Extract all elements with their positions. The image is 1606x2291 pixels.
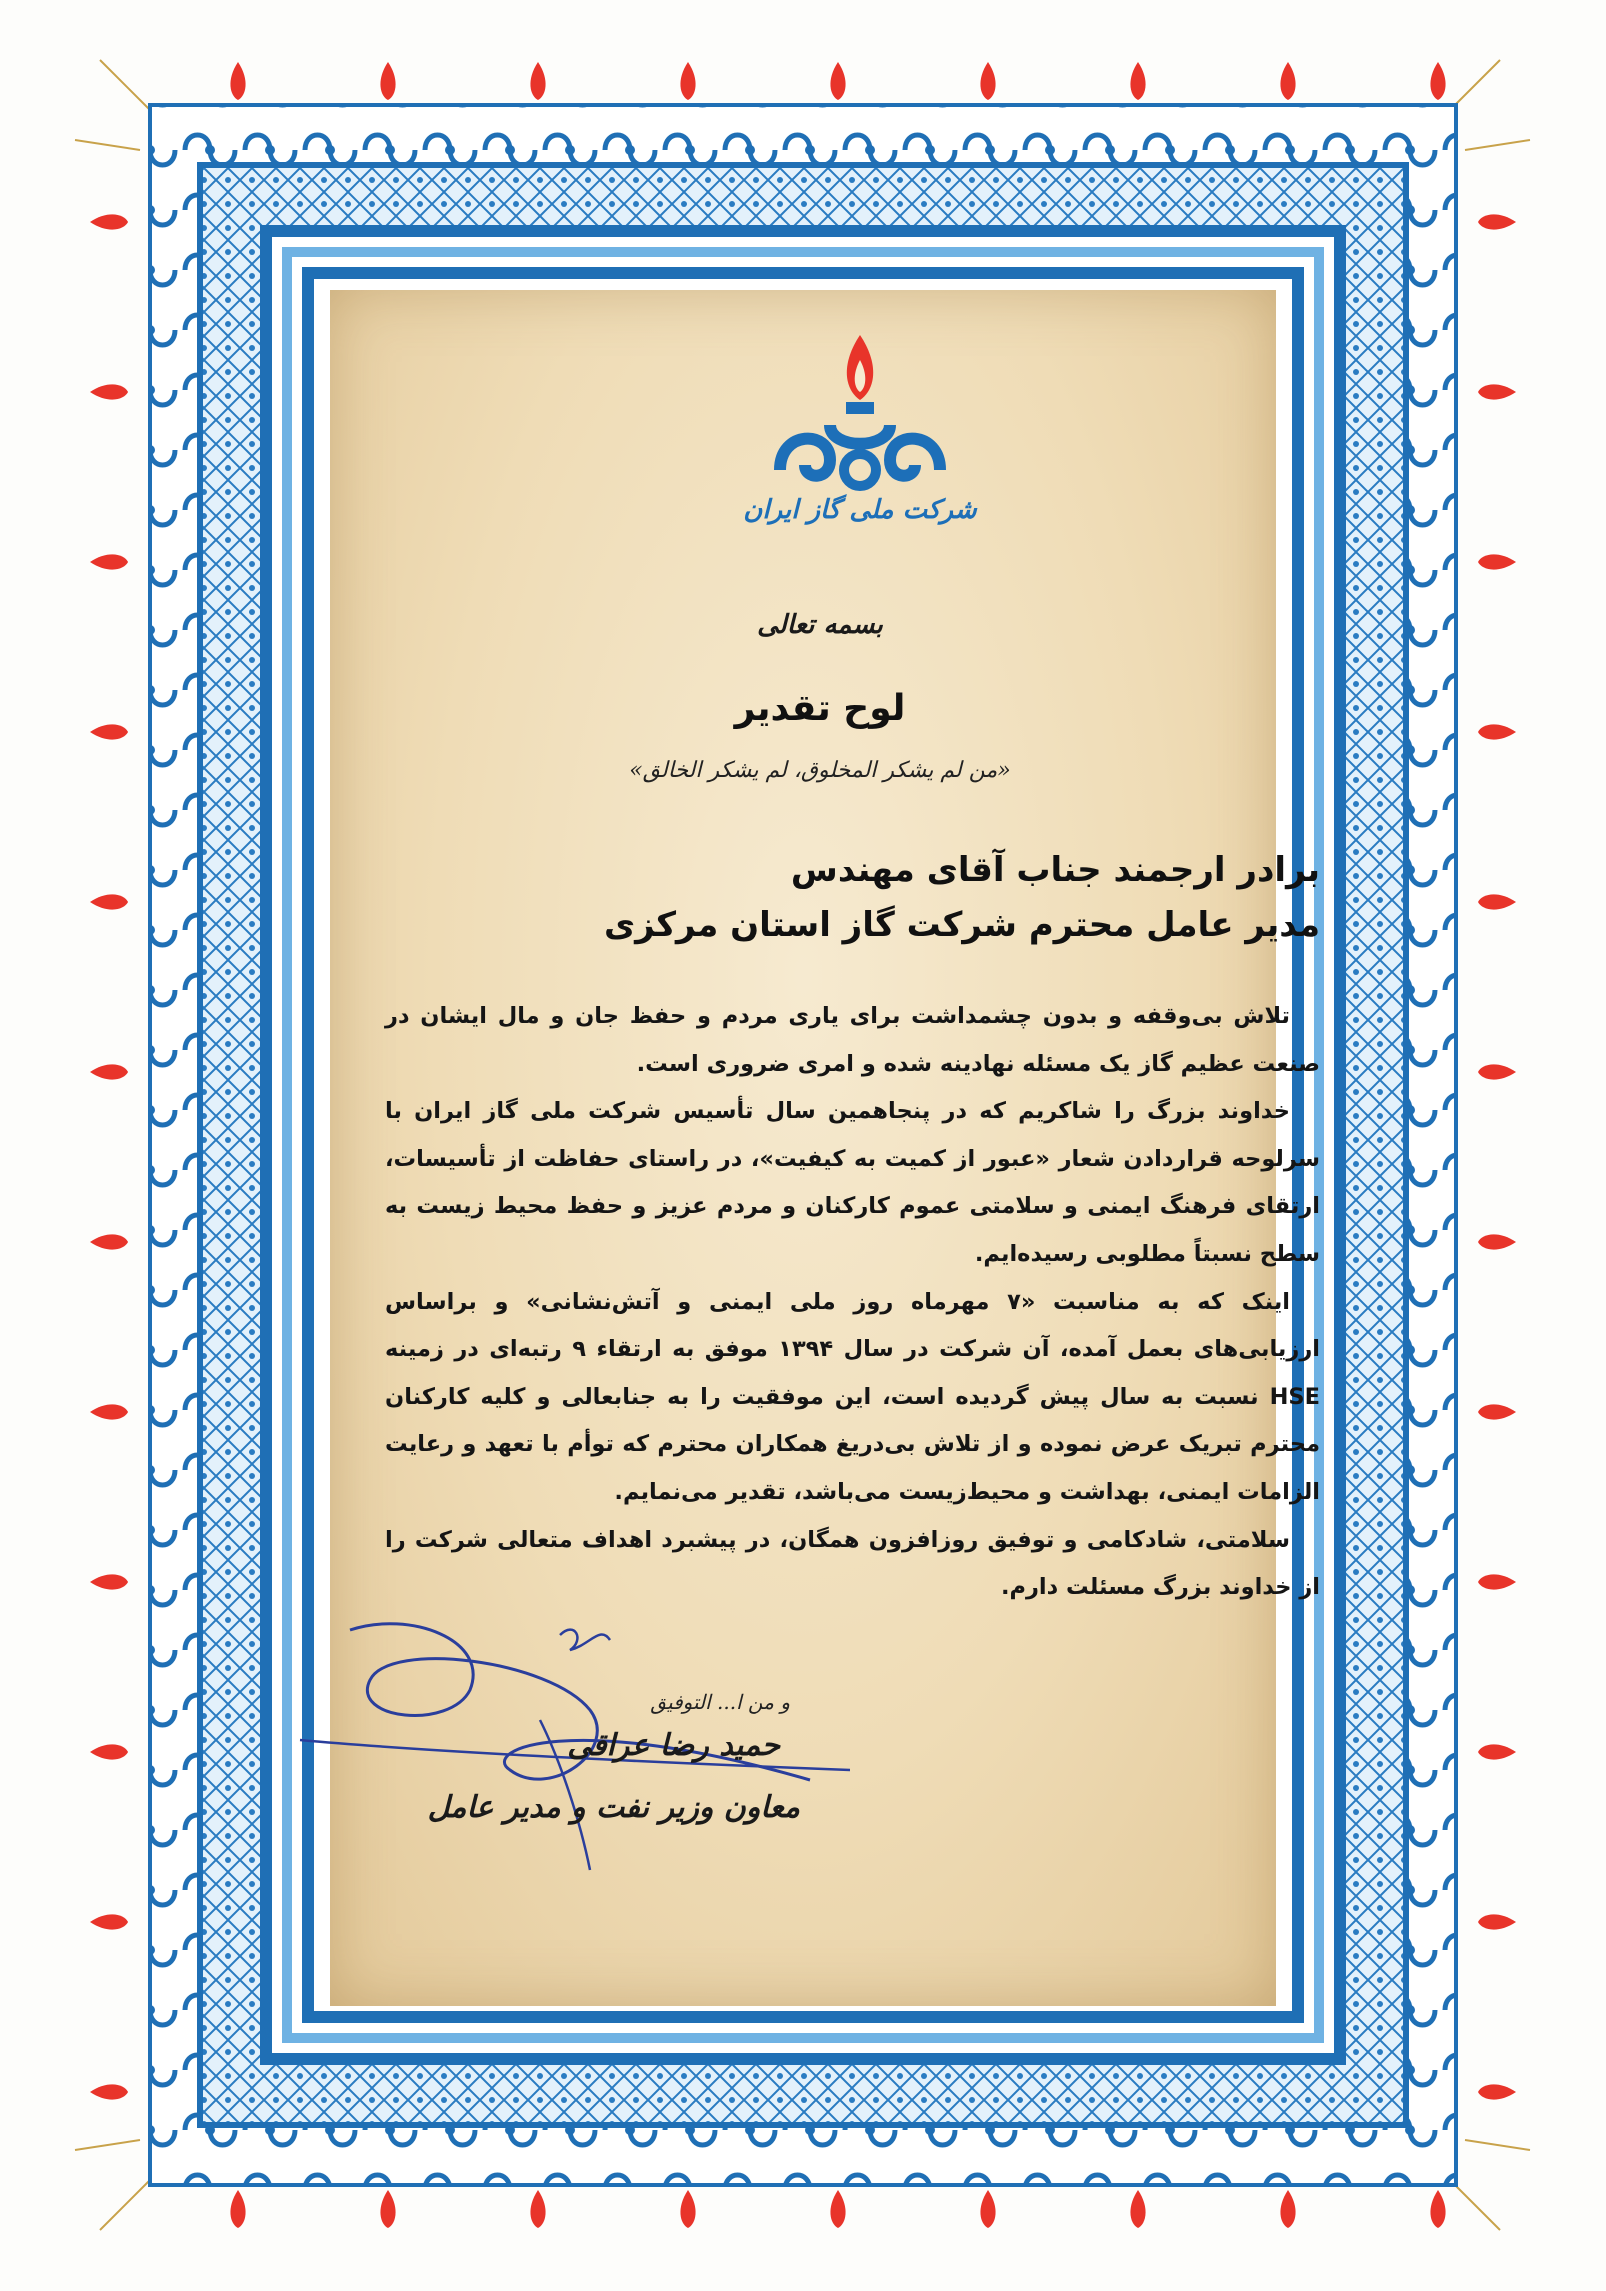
paragraph-4: سلامتی، شادکامی و توفیق روزافزون همگان، در پیشبرد اهداف متعالی شرکت را از خداوند بزرگ مسئلت دارم. <box>385 1526 1320 1601</box>
signatory-title: معاون وزیر نفت و مدیر عامل <box>427 1790 800 1825</box>
flame-ornaments-bottom <box>230 2190 1445 2228</box>
signatory-name: حمید رضا عراقی <box>567 1728 780 1763</box>
paragraph-2: خداوند بزرگ را شاکریم که در پنجاهمین سال تأسیس شرکت ملی گاز ایران با سرلوحه قراردادن شعار «عبور از کمیت به کیفیت»، در راستای حفاظت از تأسیسات، ارتقای فرهنگ ایمنی و سلامتی عموم کارکنان و مردم عزیز و حفظ محیط زیست به سطح نسبتاً مطلوبی رسیده‌ایم. <box>385 1098 1320 1267</box>
paragraph-1: تلاش بی‌وقفه و بدون چشمداشت برای یاری مردم و حفظ جان و مال ایشان در صنعت عظیم گاز یک مسئله نهادینه شده و امری ضروری است. <box>385 1003 1320 1077</box>
closing-phrase: و من ا... التوفیق <box>650 1690 790 1714</box>
flame-ornaments-top <box>230 62 1445 100</box>
flame-ornaments-left <box>90 214 128 2099</box>
page-title: لوح تقدیر <box>734 688 906 729</box>
paragraph-3: اینک که به مناسبت «۷ مهرماه روز ملی ایمنی و آتش‌نشانی» و براساس ارزیابی‌های بعمل آمده، آن شرکت در سال ۱۳۹۴ موفق به ارتقاء ۹ رتبه‌ای در زمینه HSE نسبت به سال پیش گردیده است، این موفقیت را به جنابعالی و کلیه کارکنان محترم تبریک عرض نموده و از تلاش بی‌دریغ همکاران محترم که توأم با تعهد و رعایت الزامات ایمنی، بهداشت و محیط‌زیست می‌باشد، تقدیر می‌نمایم. <box>385 1288 1320 1505</box>
flame-ornaments-right <box>1478 214 1516 2099</box>
nigc-flame-logo-icon <box>760 330 960 570</box>
bismillah: بسمه تعالی <box>757 610 883 640</box>
recipient-line-1: برادر ارجمند جناب آقای مهندس <box>790 850 1320 890</box>
letter-body <box>385 993 1320 1612</box>
logo-caption: شرکت ملی گاز ایران <box>743 495 977 525</box>
hadith-quote: «من لم یشکر المخلوق، لم یشکر الخالق» <box>629 758 1011 783</box>
recipient-line-2: مدیر عامل محترم شرکت گاز استان مرکزی <box>603 905 1320 945</box>
